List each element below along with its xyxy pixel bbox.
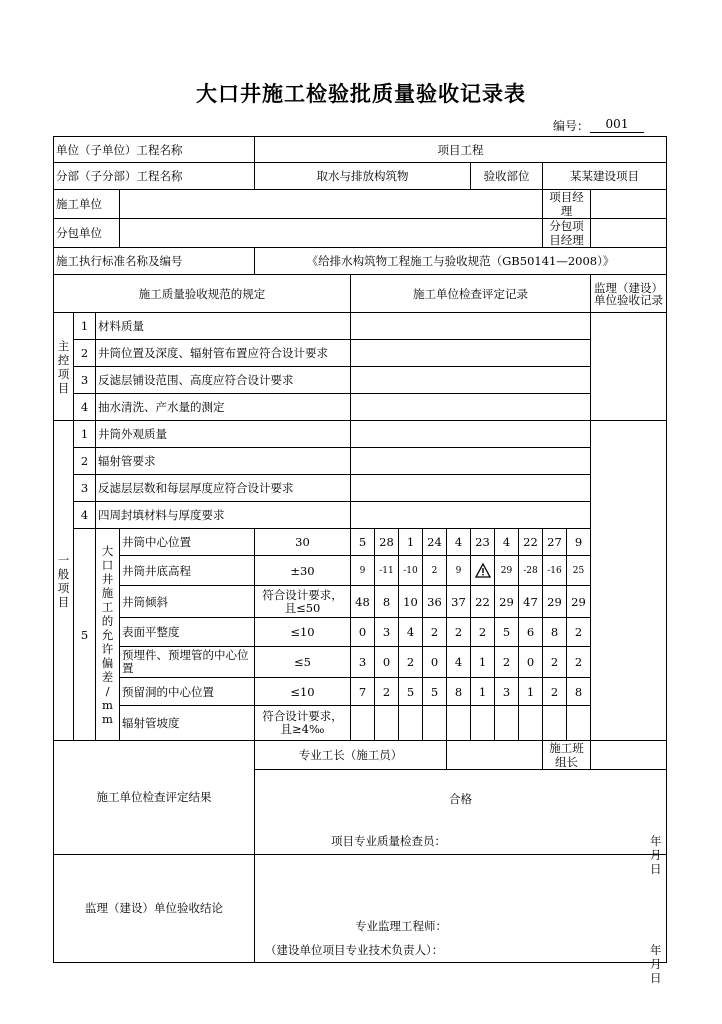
tolerance-item-name: 预埋件、预埋管的中心位置 <box>120 647 255 678</box>
measured-value[interactable] <box>399 706 423 741</box>
measured-value[interactable]: 2 <box>447 618 471 647</box>
measured-value[interactable]: 5 <box>351 529 375 556</box>
measured-value[interactable]: 36 <box>423 586 447 618</box>
measured-value[interactable]: 9 <box>351 556 375 586</box>
measured-value[interactable]: 1 <box>519 678 543 706</box>
tolerance-row <box>54 647 667 678</box>
tolerance-limit: ≤10 <box>255 678 351 706</box>
general-item-record[interactable] <box>351 475 591 502</box>
measured-value[interactable]: 47 <box>519 586 543 618</box>
main-item-no: 2 <box>74 340 96 367</box>
general-item-no: 5 <box>74 529 96 741</box>
measured-value[interactable]: 2 <box>543 647 567 678</box>
part-value: 某某建设项目 <box>543 163 667 190</box>
measured-value[interactable] <box>519 706 543 741</box>
general-item-text: 井筒外观质量 <box>96 421 351 448</box>
measured-value[interactable]: 2 <box>567 618 591 647</box>
tolerance-limit: ≤5 <box>255 647 351 678</box>
measured-value[interactable]: 4 <box>399 618 423 647</box>
measured-value[interactable] <box>471 706 495 741</box>
main-item-no: 4 <box>74 394 96 421</box>
main-item-text: 抽水清洗、产水量的测定 <box>96 394 351 421</box>
foreman-label: 专业工长（施工员） <box>255 741 447 770</box>
measured-value[interactable]: 8 <box>543 618 567 647</box>
tolerance-limit: ≤10 <box>255 618 351 647</box>
measured-value[interactable]: 2 <box>567 647 591 678</box>
inspection-form <box>53 136 673 985</box>
measured-value[interactable]: 29 <box>495 556 519 586</box>
tolerance-item-name: 辐射管坡度 <box>120 706 255 741</box>
general-item-record[interactable] <box>351 421 591 448</box>
measured-value[interactable]: 8 <box>375 586 399 618</box>
measured-value[interactable]: 0 <box>519 647 543 678</box>
main-item-text: 反滤层铺设范围、高度应符合设计要求 <box>96 367 351 394</box>
general-items-supervisor[interactable] <box>591 421 667 741</box>
measured-value[interactable]: 8 <box>447 678 471 706</box>
measured-value[interactable] <box>351 706 375 741</box>
measured-value[interactable]: 3 <box>495 678 519 706</box>
tolerance-item-name: 井筒中心位置 <box>120 529 255 556</box>
measured-value[interactable]: 29 <box>495 586 519 618</box>
tolerance-row <box>54 706 667 741</box>
tolerance-limit: 符合设计要求，且≤50 <box>255 586 351 618</box>
unit-value: 项目工程 <box>255 137 667 163</box>
general-items-label: 一 般 项 目 <box>54 421 74 741</box>
measured-value[interactable]: 2 <box>495 647 519 678</box>
measured-value[interactable]: 5 <box>495 618 519 647</box>
measured-value[interactable]: 29 <box>567 586 591 618</box>
measured-value[interactable]: 23 <box>471 529 495 556</box>
general-item-record[interactable] <box>351 448 591 475</box>
subcontractor-value[interactable] <box>120 219 543 248</box>
sub-pm-label: 分包项目经理 <box>543 219 591 248</box>
tolerance-row <box>54 529 667 556</box>
page-title: 大口井施工检验批质量验收记录表 <box>196 82 526 106</box>
tolerance-row <box>54 586 667 618</box>
measured-value[interactable]: -11 <box>375 556 399 586</box>
code-value: 001 <box>590 117 644 133</box>
tolerance-row <box>54 678 667 706</box>
main-item-record[interactable] <box>351 394 591 421</box>
measured-value[interactable]: 9 <box>447 556 471 586</box>
contractor-record-header: 施工单位检查评定记录 <box>351 275 591 313</box>
subcontractor-label: 分包单位 <box>54 219 120 248</box>
tolerance-row <box>54 556 667 586</box>
general-item-text: 四周封填材料与厚度要求 <box>96 502 351 529</box>
measured-value[interactable]: -10 <box>399 556 423 586</box>
main-item-no: 1 <box>74 313 96 340</box>
measured-value[interactable]: 5 <box>423 678 447 706</box>
measured-value[interactable]: 24 <box>423 529 447 556</box>
unit-label: 单位（子单位）工程名称 <box>54 137 255 163</box>
main-item-text: 井筒位置及深度、辐射管布置应符合设计要求 <box>96 340 351 367</box>
subdivision-label: 分部（子分部）工程名称 <box>54 163 255 190</box>
measured-value[interactable]: 4 <box>495 529 519 556</box>
supervision-label: 监理（建设）单位验收结论 <box>54 855 255 963</box>
main-items-label: 主 控 项 目 <box>54 313 74 421</box>
contractor-value[interactable] <box>120 190 543 219</box>
tolerance-limit: ±30 <box>255 556 351 586</box>
supervision-date-label: 年 月 日 <box>650 943 673 985</box>
general-item-no: 1 <box>74 421 96 448</box>
tolerance-item-name: 井筒倾斜 <box>120 586 255 618</box>
measured-value[interactable]: -28 <box>519 556 543 586</box>
measured-value[interactable]: 0 <box>351 618 375 647</box>
measured-value[interactable]: 2 <box>423 556 447 586</box>
contractor-label: 施工单位 <box>54 190 120 219</box>
general-item-text: 辐射管要求 <box>96 448 351 475</box>
main-item-no: 3 <box>74 367 96 394</box>
tolerance-item-name: 井筒井底高程 <box>120 556 255 586</box>
measured-value[interactable]: 29 <box>543 586 567 618</box>
measured-value[interactable]: 28 <box>375 529 399 556</box>
measured-value[interactable] <box>423 706 447 741</box>
team-leader-value[interactable] <box>591 741 667 770</box>
spec-column-header: 施工质量验收规范的规定 <box>54 275 351 313</box>
warning-icon-cell[interactable] <box>471 556 495 586</box>
tolerance-item-name: 表面平整度 <box>120 618 255 647</box>
measured-value[interactable]: 8 <box>567 678 591 706</box>
main-item-record[interactable] <box>351 340 591 367</box>
measured-value[interactable]: 0 <box>375 647 399 678</box>
main-item-record[interactable] <box>351 367 591 394</box>
measured-value[interactable]: 2 <box>471 618 495 647</box>
measured-value[interactable] <box>543 706 567 741</box>
measured-value[interactable]: 27 <box>543 529 567 556</box>
inspector-label: 项目专业质量检查员： <box>331 834 446 848</box>
measured-value[interactable]: 2 <box>543 678 567 706</box>
tolerance-limit: 30 <box>255 529 351 556</box>
measured-value[interactable] <box>567 706 591 741</box>
general-item-no: 3 <box>74 475 96 502</box>
warning-icon <box>475 563 491 578</box>
measured-value[interactable]: 2 <box>375 678 399 706</box>
measured-value[interactable]: 7 <box>351 678 375 706</box>
measured-value[interactable]: 2 <box>399 647 423 678</box>
sub-pm-value[interactable] <box>591 219 667 248</box>
measured-value[interactable]: -16 <box>543 556 567 586</box>
measured-value[interactable] <box>447 706 471 741</box>
measured-value[interactable]: 3 <box>375 618 399 647</box>
measured-value[interactable]: 4 <box>447 529 471 556</box>
measured-value[interactable]: 9 <box>567 529 591 556</box>
measured-value[interactable]: 2 <box>423 618 447 647</box>
main-item-record[interactable] <box>351 313 591 340</box>
measured-value[interactable]: 10 <box>399 586 423 618</box>
foreman-value[interactable] <box>447 741 543 770</box>
measured-value[interactable]: 48 <box>351 586 375 618</box>
check-result-label: 施工单位检查评定结果 <box>54 741 255 855</box>
measured-value[interactable]: 22 <box>471 586 495 618</box>
measured-value[interactable]: 6 <box>519 618 543 647</box>
general-item-no: 4 <box>74 502 96 529</box>
supervising-engineer-label: 专业监理工程师： <box>355 919 447 933</box>
tolerance-label: 大 口 井 施 工 的 允 许 偏 差 / m m <box>96 529 120 741</box>
check-result-block <box>255 770 673 876</box>
pm-label: 项目经理 <box>543 190 591 219</box>
owner-tech-lead-label: （建设单位项目专业技术负责人）： <box>265 943 444 957</box>
tolerance-item-name: 预留洞的中心位置 <box>120 678 255 706</box>
code-label: 编号： <box>553 119 590 133</box>
main-items-supervisor[interactable] <box>591 313 667 421</box>
tolerance-limit: 符合设计要求，且≥4‰ <box>255 706 351 741</box>
team-leader-label: 施工班组长 <box>543 741 591 770</box>
general-item-text: 反滤层层数和每层厚度应符合设计要求 <box>96 475 351 502</box>
measured-value[interactable]: 4 <box>447 647 471 678</box>
measured-value[interactable]: 37 <box>447 586 471 618</box>
measured-value[interactable] <box>375 706 399 741</box>
measured-value[interactable]: 3 <box>351 647 375 678</box>
pm-value[interactable] <box>591 190 667 219</box>
measured-value[interactable]: 5 <box>399 678 423 706</box>
measured-value[interactable]: 1 <box>399 529 423 556</box>
measured-value[interactable]: 1 <box>471 678 495 706</box>
main-item-text: 材料质量 <box>96 313 351 340</box>
measured-value[interactable]: 1 <box>471 647 495 678</box>
measured-value[interactable] <box>495 706 519 741</box>
check-date-label: 年 月 日 <box>650 834 673 876</box>
part-label: 验收部位 <box>471 163 543 190</box>
check-result-value[interactable]: 合格 <box>449 792 472 806</box>
standard-label: 施工执行标准名称及编号 <box>54 248 255 275</box>
supervisor-record-header: 监理（建设）单位验收记录 <box>591 275 667 313</box>
standard-value: 《给排水构筑物工程施工与验收规范（GB50141—2008）》 <box>255 248 667 275</box>
measured-value[interactable]: 25 <box>567 556 591 586</box>
tolerance-row <box>54 618 667 647</box>
general-item-record[interactable] <box>351 502 591 529</box>
measured-value[interactable]: 0 <box>423 647 447 678</box>
measured-value[interactable]: 22 <box>519 529 543 556</box>
supervision-block <box>255 855 673 985</box>
general-item-no: 2 <box>74 448 96 475</box>
subdivision-value: 取水与排放构筑物 <box>255 163 471 190</box>
